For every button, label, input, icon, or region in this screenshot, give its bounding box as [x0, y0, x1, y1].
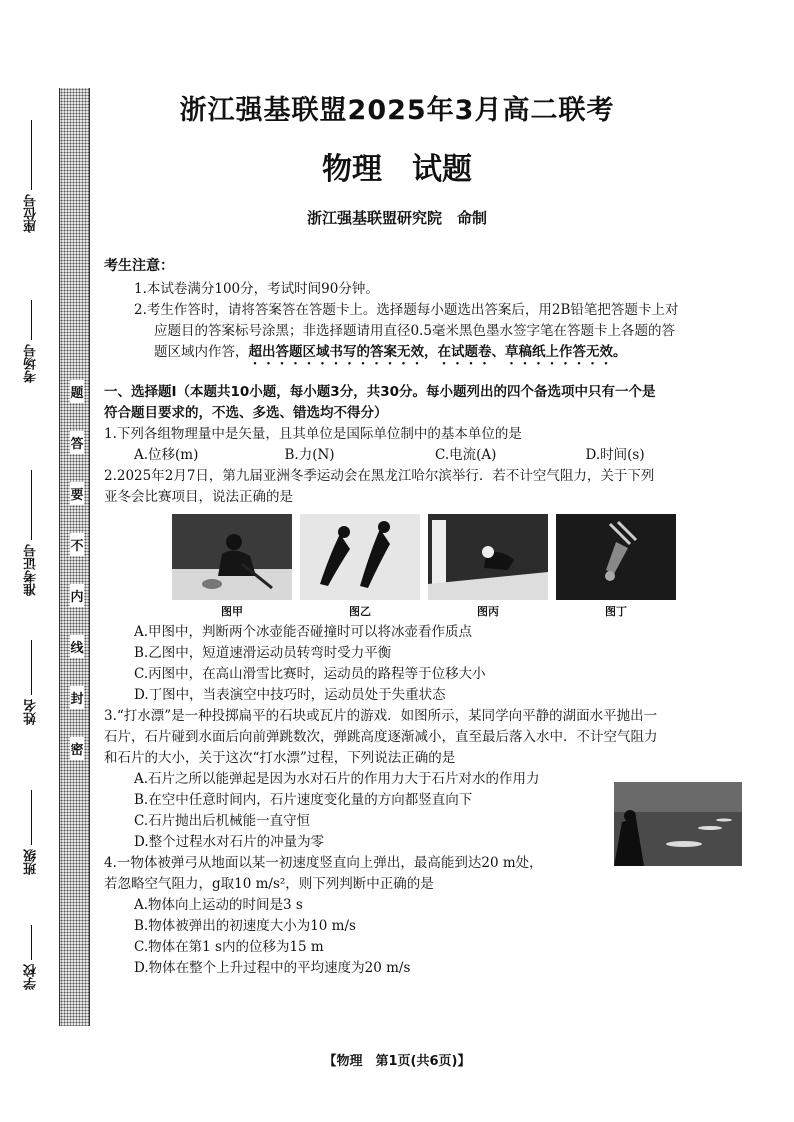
option-d: D.整个过程水对石片的冲量为零	[134, 834, 325, 850]
admission-number-field	[22, 470, 41, 596]
option-a: A.石片之所以能弹起是因为水对石片的作用力大于石片对水的作用力	[134, 771, 540, 787]
exam-room-label: 考场号	[24, 344, 39, 383]
exam-title: 浙江强基联盟2025年3月高二联考	[179, 95, 615, 126]
notice-item-2-line-3	[104, 342, 736, 368]
question-3-text-line-2: 石片，石片碰到水面后向前弹跳数次，弹跳高度逐渐减小，直至最后落入水中．不计空气阻力	[104, 729, 658, 745]
seal-char: 密	[70, 737, 83, 760]
option-b: B.乙图中，短道速滑运动员转弯时受力平衡	[134, 645, 392, 661]
curling-image	[172, 514, 292, 600]
section-heading-line-1: 一、选择题Ⅰ（本题共10小题，每小题3分，共30分。每小题列出的四个备选项中只有一个是	[104, 384, 656, 400]
question-2-figures	[172, 514, 736, 622]
option-a: A.物体向上运动的时间是3 s	[134, 897, 303, 913]
option-c: C.电流(A)	[435, 447, 497, 463]
question-4-text-line-2: 若忽略空气阻力，g取10 m/s²，则下列判断中正确的是	[104, 876, 434, 892]
class-label: 班级	[24, 849, 39, 875]
option-a: A.位移(m)	[134, 447, 199, 463]
question-3	[104, 706, 736, 853]
figure-speed-skating	[300, 514, 420, 622]
notice-item-1: 1.本试卷满分100分，考试时间90分钟。	[134, 281, 379, 297]
figure-alpine-skiing	[428, 514, 548, 622]
speed-skating-image	[300, 514, 420, 600]
subject-title: 物理 试题	[322, 152, 472, 187]
question-2	[104, 466, 736, 706]
figure-curling	[172, 514, 292, 622]
alpine-skiing-photo	[428, 514, 548, 600]
seal-char: 答	[70, 431, 83, 454]
author-line: 浙江强基联盟研究院 命制	[306, 209, 487, 227]
section-heading-line-2: 符合题目要求的，不选、多选、错选均不得分）	[104, 405, 388, 421]
class-field	[22, 790, 41, 875]
seal-char: 要	[70, 482, 83, 505]
option-d: D.物体在整个上升过程中的平均速度为20 m/s	[134, 960, 411, 976]
question-1-options	[104, 445, 736, 466]
school-label: 学校	[24, 964, 39, 990]
section-heading	[104, 382, 736, 424]
aerials-image	[556, 514, 676, 600]
question-3-text-line-3: 和石片的大小，关于这次“打水漂”过程，下列说法正确的是	[104, 750, 456, 766]
option-b: B.在空中任意时间内，石片速度变化量的方向都竖直向下	[134, 792, 473, 808]
notice-item-2: 2.考生作答时，请将答案答在答题卡上。选择题每小题选出答案后，用2B铅笔把答题卡上对	[134, 302, 679, 318]
aerials-photo	[556, 514, 676, 600]
notice-heading: 考生注意：	[104, 258, 174, 274]
page-footer: 【物理 第1页(共6页)】	[323, 1054, 471, 1069]
question-2-text-line-2: 亚冬会比赛项目，说法正确的是	[104, 489, 293, 505]
notice-item-2-text: 题区域内作答，	[154, 344, 249, 360]
notice-item-2-line-2: 应题目的答案标号涂黑；非选择题请用直径0.5毫米黑色墨水签字笔在答题卡上各题的答	[154, 323, 675, 339]
name-field	[22, 640, 41, 725]
figure-aerials	[556, 514, 676, 622]
option-d: D.丁图中，当表演空中技巧时，运动员处于失重状态	[134, 687, 446, 703]
question-1	[104, 424, 736, 466]
option-a: A.甲图中，判断两个冰壶能否碰撞时可以将冰壶看作质点	[134, 624, 473, 640]
option-c: C.石片抛出后机械能一直守恒	[134, 813, 311, 829]
option-b: B.力(N)	[284, 447, 335, 463]
question-4-text: 4.一物体被弹弓从地面以某一初速度竖直向上弹出，最高能到达20 m处，	[104, 855, 543, 871]
question-2-text: 2.2025年2月7日，第九届亚洲冬季运动会在黑龙江哈尔滨举行．若不计空气阻力，关于下列	[104, 468, 655, 484]
seal-char: 内	[70, 584, 83, 607]
seal-char: 不	[70, 533, 83, 556]
figure-caption: 图乙	[349, 605, 371, 618]
speed-skating-photo	[300, 514, 420, 600]
stone-skipping-image	[614, 782, 742, 866]
seal-line-notice	[70, 380, 84, 760]
question-3-text: 3.“打水漂”是一种投掷扁平的石块或瓦片的游戏．如图所示，某同学向平静的湖面水平抛出一	[104, 708, 658, 724]
notice-block	[104, 256, 736, 368]
figure-caption: 图甲	[221, 605, 243, 618]
figure-caption: 图丁	[605, 605, 627, 618]
seal-char: 封	[70, 686, 83, 709]
name-label: 姓名	[24, 699, 39, 725]
figure-caption: 图丙	[477, 605, 499, 618]
question-4	[104, 853, 736, 979]
school-field	[22, 925, 41, 990]
option-c: C.丙图中，在高山滑雪比赛时，运动员的路程等于位移大小	[134, 666, 486, 682]
stone-skipping-photo	[614, 782, 742, 866]
seal-char: 题	[70, 380, 83, 403]
seat-number-label: 座位号	[24, 194, 39, 233]
notice-emphasis: 超出答题区域书写的答案无效，在试题卷、草稿纸上作答无效。	[248, 344, 627, 360]
option-d: D.时间(s)	[585, 447, 645, 463]
seal-char: 线	[70, 635, 83, 658]
admission-number-label: 准考证号	[24, 544, 39, 596]
question-1-text: 1.下列各组物理量中是矢量，且其单位是国际单位制中的基本单位的是	[104, 426, 522, 442]
option-b: B.物体被弹出的初速度大小为10 m/s	[134, 918, 356, 934]
exam-room-field	[22, 300, 41, 383]
exam-content	[104, 256, 736, 979]
alpine-skiing-image	[428, 514, 548, 600]
option-c: C.物体在第1 s内的位移为15 m	[134, 939, 324, 955]
curling-photo	[172, 514, 292, 600]
